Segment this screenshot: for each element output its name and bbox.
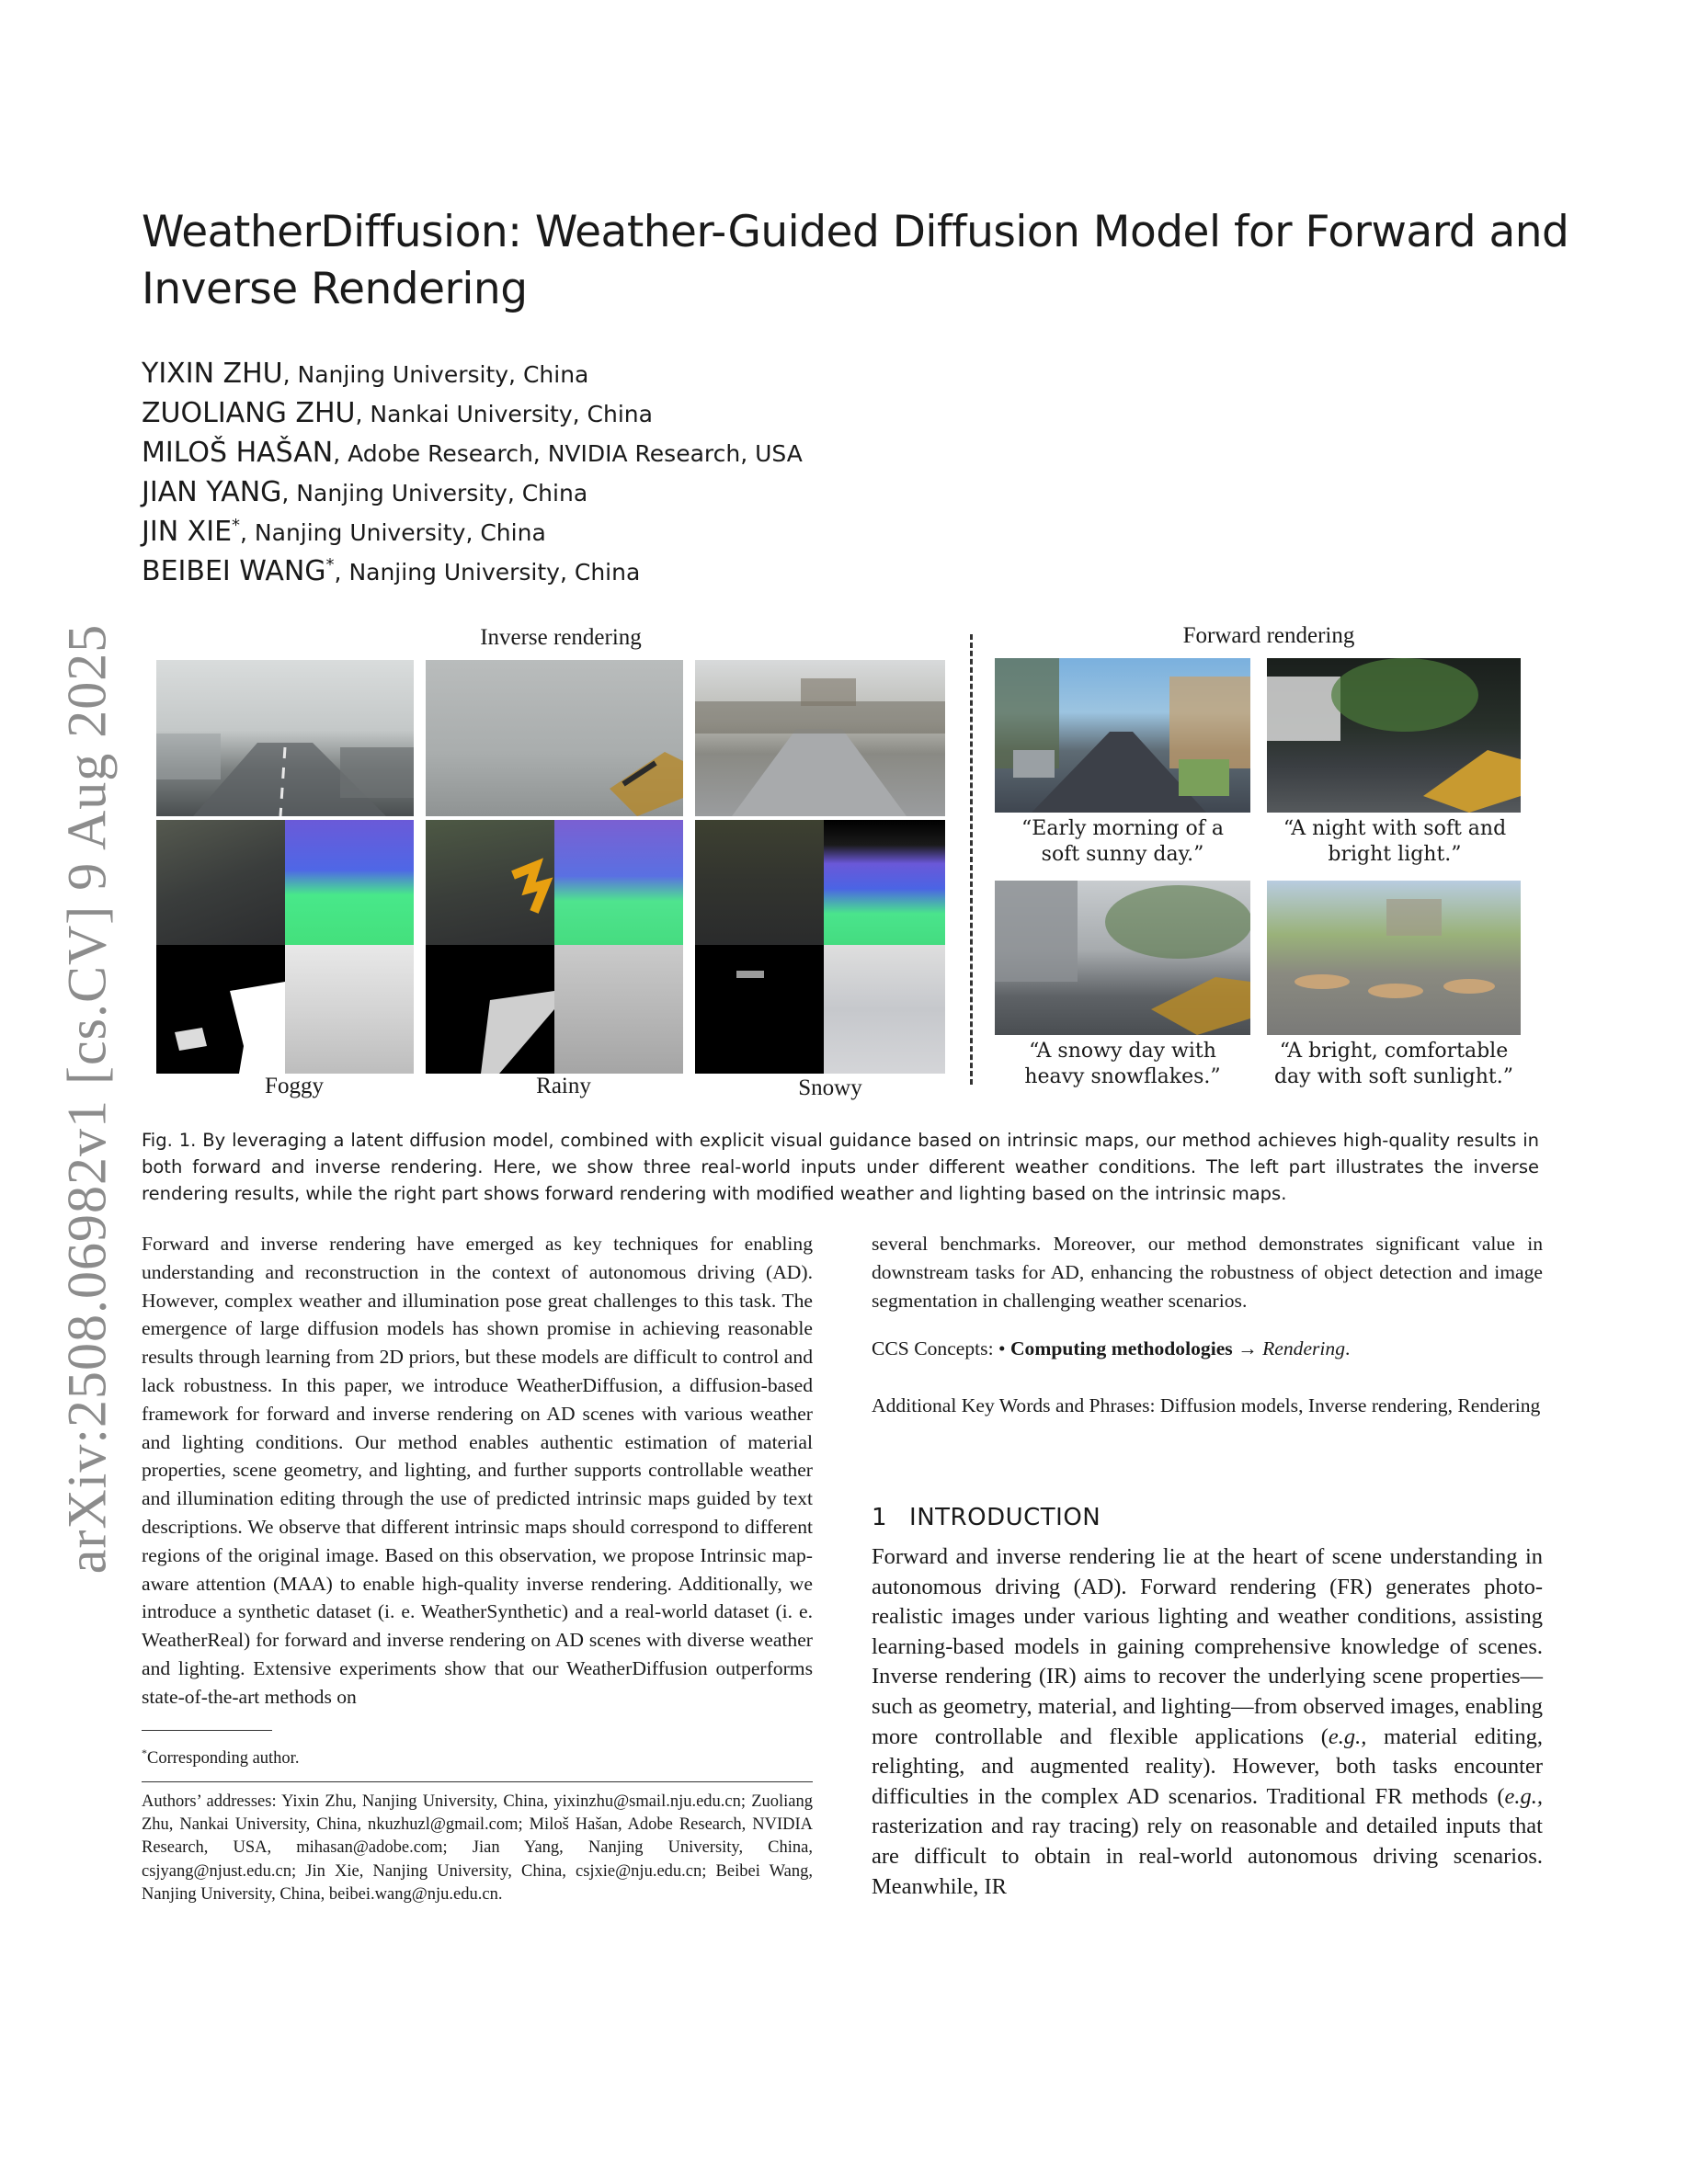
corresponding-mark: * [232,516,241,535]
ccs-prefix: CCS Concepts: • [872,1337,1010,1359]
paper-title: WeatherDiffusion: Weather-Guided Diffusion Model for Forward and Inverse Rendering [142,207,1569,314]
author-line [142,552,803,592]
author-addresses: Authors’ addresses: Yixin Zhu, Nanjing University, China, yixinzhu@smail.nju.edu.cn; Zuoliang Zhu, Nankai University, China, nkuzhuzl@gmail.com; Miloš Hašan, Adobe Research, NVIDIA Research, USA, mihasan@adobe.com; Jian Yang, Nanjing University, China, csjyang@njust.edu.cn; Jin Xie, Nanjing University, China, csjxie@nju.edu.cn; Beibei Wang, Nanjing University, China, beibei.wang@nju.edu.cn. [142,1792,813,1904]
foggy-normal-map [285,820,414,945]
introduction-paragraph [872,1542,1543,1902]
snowy-shading-map [824,945,945,1074]
prompt-sunny-morning: “Early morning of a soft sunny day.” [1021,817,1224,866]
abstract-right: several benchmarks. Moreover, our method demonstrates significant value in downstream tasks for AD, enhancing the robustness of object detection and image segmentation in challenging weather scenarios. [872,1233,1543,1312]
author-affiliation: , Nanjing University, China [281,480,588,506]
author-affiliation: , Nankai University, China [355,401,653,427]
foggy-shading-map [285,945,414,1074]
intro-text: material editing, relighting, and augmented reality). However, both tasks encounter difficulties in the complex AD scenarios. Traditional FR methods ( [872,1723,1543,1809]
author-line [142,513,803,552]
forward-sunny-morning-render [995,658,1250,813]
foggy-mask-map [156,945,285,1074]
prompt-bright-day: “A bright, comfortable day with soft sunlight.” [1273,1040,1514,1088]
snowy-label: Snowy [798,1075,862,1100]
author-list [142,355,803,592]
forward-snowy-render [995,881,1250,1035]
ccs-bold: Computing methodologies [1009,1337,1233,1359]
forward-rendering-label: Forward rendering [1182,623,1355,648]
author-name: MILOŠ HAŠAN [142,437,334,469]
author-name: JIN XIE [142,516,233,548]
footnote-mark: * [142,1746,147,1759]
rainy-label: Rainy [536,1074,591,1098]
intro-eg: e.g., [1328,1723,1367,1749]
corresponding-mark: * [325,555,335,574]
author-affiliation: , Nanjing University, China [334,559,641,586]
ccs-italic: Rendering [1262,1337,1346,1359]
prompt-snowy: “A snowy day with heavy snowflakes.” [1024,1040,1221,1088]
abstract-left: Forward and inverse rendering have emerged as key techniques for enabling understanding and reconstruction in the context of autonomous driving (AD). However, complex weather and illumination pose great challenges to this task. The emergence of large diffusion models has shown promise in achieving reasonable results through learning from 2D priors, but these models are difficult to control and lack robustness. In this paper, we introduce WeatherDiffusion, a diffusion-based framework for forward and inverse rendering on AD scenes with various weather and lighting conditions. Our method enables authentic estimation of material properties, scene geometry, and lighting, and further supports controllable weather and illumination editing through the use of predicted intrinsic maps guided by text descriptions. We observe that different intrinsic maps should correspond to different regions of the original image. Based on this observation, we propose Intrinsic map-aware attention (MAA) to enable high-quality inverse rendering. Additionally, we introduce a synthetic dataset (i. e. WeatherSynthetic) and a real-world dataset (i. e. WeatherReal) for forward and inverse rendering on AD scenes with diverse weather and lighting. Extensive experiments show that our WeatherDiffusion outperforms state-of-the-art methods on [142,1233,813,1708]
figure-caption: Fig. 1. By leveraging a latent diffusion model, combined with explicit visual guidance based on intrinsic maps, our method achieves high-quality results in both forward and inverse rendering. Here, we show three real-world inputs under different weather conditions. The left part illustrates the inverse rendering results, while the right part shows forward rendering with modified weather and lighting based on the intrinsic maps. [142,1130,1539,1204]
author-affiliation: , Adobe Research, NVIDIA Research, USA [333,440,803,467]
figure-divider [970,634,973,1085]
foggy-albedo-map [156,820,285,945]
rainy-input-photo [426,660,683,816]
intro-eg: e.g., [1504,1783,1543,1809]
ccs-suffix: . [1345,1337,1351,1359]
arxiv-id: arXiv:2508.06982v1 [cs.CV] 9 Aug 2025 [56,623,118,1574]
keywords: Additional Key Words and Phrases: Diffusion models, Inverse rendering, Rendering [872,1394,1541,1416]
intro-text: rasterization and ray tracing) rely on reasonable and detailed inputs that are difficult to obtain in real-world autonomous driving scenarios. Meanwhile, IR [872,1814,1543,1899]
rainy-normal-map [554,820,683,945]
author-name: YIXIN ZHU [142,358,283,390]
section-title: INTRODUCTION [909,1504,1101,1531]
snowy-input-photo [695,660,945,816]
footnote-rule [142,1730,272,1731]
snowy-albedo-map [695,820,824,945]
snowy-normal-map [824,820,945,945]
addresses-rule [142,1781,813,1782]
author-line [142,473,803,513]
foggy-label: Foggy [265,1074,324,1098]
author-name: ZUOLIANG ZHU [142,397,356,429]
snowy-mask-map [695,945,824,1074]
author-affiliation: , Nanjing University, China [240,519,546,546]
foggy-input-photo [156,660,414,816]
footnote [142,1741,813,1770]
rainy-albedo-map [426,820,554,945]
forward-night-render [1267,658,1521,813]
author-line [142,355,803,394]
arxiv-stamp [18,616,156,1581]
intro-text: Forward and inverse rendering lie at the heart of scene understanding in autonomous driving (AD). Forward rendering (FR) generates photo-realistic images under various lighting and weather conditions, assisting learning-based models in gaining comprehensive knowledge of scenes. Inverse rendering (IR) aims to recover the underlying scene properties—such as geometry, material, and lighting—from observed images, enabling more controllable and flexible applications ( [872,1544,1543,1749]
inverse-rendering-label: Inverse rendering [480,625,642,650]
author-affiliation: , Nanjing University, China [282,361,589,388]
footnote-text: Corresponding author. [147,1749,300,1769]
section-number: 1 [872,1504,888,1531]
rainy-shading-map [554,945,683,1074]
forward-bright-day-render [1267,881,1521,1035]
author-name: JIAN YANG [142,476,282,508]
author-name: BEIBEI WANG [142,555,326,587]
author-line [142,394,803,434]
prompt-night: “A night with soft and bright light.” [1283,817,1507,866]
author-line [142,434,803,473]
ccs-concepts [872,1335,1543,1363]
rainy-mask-map [426,945,554,1074]
section-heading-introduction [872,1504,1101,1531]
ccs-arrow: → [1232,1337,1263,1359]
